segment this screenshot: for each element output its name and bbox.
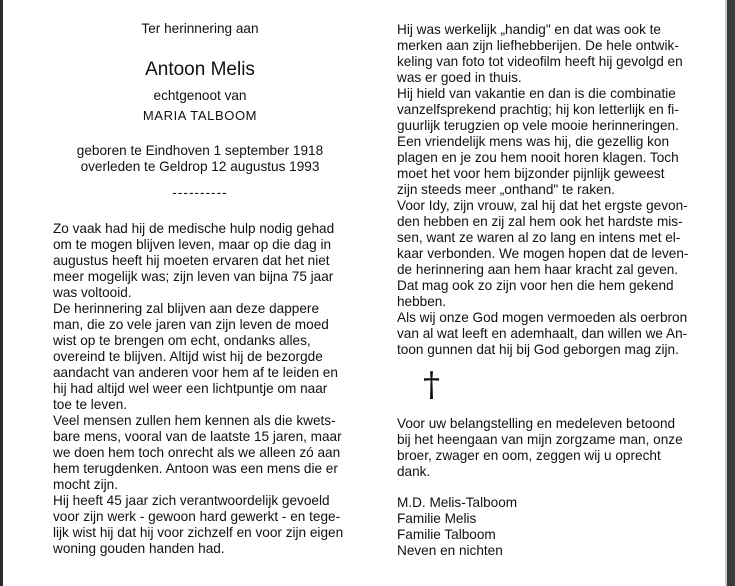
right-body-line: guurlijk terugzien op vele mooie herinneringen. (397, 118, 679, 133)
intro-text: Ter herinnering aan (141, 21, 259, 36)
signature-line: Familie Melis (397, 511, 477, 526)
right-body-line: hebben. (397, 294, 447, 309)
left-body-line: De herinnering zal blijven aan deze dappere (53, 301, 320, 316)
right-body-line: kaar verbonden. We mogen hopen dat de leven- (397, 246, 689, 261)
left-body-line: woning gouden handen had. (53, 541, 225, 556)
left-body-line: wist op te brengen om echt, ondanks alles, (53, 333, 311, 348)
left-body-line: hem terugdenken. Antoon was een mens die er (53, 461, 338, 476)
spouse-label: echtgenoot van (153, 88, 247, 103)
signature-line: Neven en nichten (397, 543, 503, 558)
left-body-line: Zo vaak had hij de medische hulp nodig gehad (53, 221, 335, 236)
right-body-line: Hij hield van vakantie en dan is die combinatie (397, 86, 676, 101)
death-line: overleden te Geldrop 12 augustus 1993 (80, 159, 320, 174)
scan-left-edge (0, 0, 3, 586)
right-body-line: plagen en je zou hem nooit horen klagen. Toch (397, 150, 679, 165)
left-body-line: lijk wist hij dat hij voor zichzelf en voor zijn eigen (53, 525, 344, 540)
left-body-line: bare mens, vooral van de laatste 15 jaren, maar (53, 429, 342, 444)
left-body-line: augustus heeft hij moeten ervaren dat het niet (53, 253, 330, 268)
right-body-line: merken aan zijn liefhebberijen. De hele ontwik- (397, 38, 679, 53)
deceased-name: Antoon Melis (145, 59, 255, 80)
left-body-line: was voltooid. (53, 285, 132, 300)
right-body-line: zijn steeds meer „onthand" te raken. (397, 182, 615, 197)
left-body-line: meer mogelijk was; zijn leven van bijna 75 jaar (53, 269, 334, 284)
thanks-line: Voor uw belangstelling en medeleven betoond (397, 416, 676, 431)
left-body-line: om te mogen blijven leven, maar op die dag in (53, 237, 332, 252)
signature-line: Familie Talboom (397, 527, 496, 542)
left-body-line: Veel mensen zullen hem kennen als die kwets- (53, 413, 336, 428)
right-body-line: de herinnering aan hem haar kracht zal geven. (397, 262, 679, 277)
left-body-line: toe te leven. (53, 397, 128, 412)
scan-right-edge (727, 0, 735, 586)
right-body-line: keling van foto tot videofilm heeft hij gevolgd en (397, 54, 683, 69)
left-body-line: voor zijn werk - gewoon hard gewerkt - en tege- (53, 509, 341, 524)
right-body-line: Voor Idy, zijn vrouw, zal hij dat het ergste gevon- (397, 198, 688, 213)
right-body-line: vanzelfsprekend prachtig; hij kon letterlijk en fi- (397, 102, 679, 117)
left-body-line: aandacht van anderen voor hem af te leiden en (53, 365, 338, 380)
birth-line: geboren te Eindhoven 1 september 1918 (76, 143, 324, 158)
right-body-line: den hebben en zij zal hem ook het hardste mis- (397, 214, 683, 229)
thanks-line: dank. (397, 464, 431, 479)
right-body-line: sen, want ze waren al zo lang en intens met el- (397, 230, 681, 245)
thanks-line: broer, zwager en oom, zeggen wij u oprecht (397, 448, 661, 463)
thanks-line: bij het heengaan van mijn zorgzame man, onze (397, 432, 683, 447)
left-body-line: hij had altijd wel weer een lichtpuntje om naar (53, 381, 328, 396)
right-body-line: Een vriendelijk mens was hij, die gezellig kon (397, 134, 670, 149)
left-body-line: man, die zo vele jaren van zijn leven de moed (53, 317, 329, 332)
left-body-line: mocht zijn. (53, 477, 118, 492)
right-body-line: Als wij onze God mogen vermoeden als oerbron (397, 310, 688, 325)
right-body-line: was er goed in thuis. (397, 70, 522, 85)
left-body-line: overeind te blijven. Altijd wist hij de bezorgde (53, 349, 323, 364)
right-body-line: Dat mag ook zo zijn voor hen die hem gekend (397, 278, 674, 293)
right-body-line: toon gunnen dat hij bij God geborgen mag zijn. (397, 342, 679, 357)
right-body-line: Hij was werkelijk „handig" en dat was ook te (397, 22, 661, 37)
divider-dashes: ---------- (172, 185, 228, 200)
spouse-name: MARIA TALBOOM (142, 108, 258, 123)
signature-line: M.D. Melis-Talboom (397, 495, 518, 510)
right-body-line: van al wat leeft en ademhaalt, dan willen we An- (397, 326, 688, 341)
cross-icon: † (423, 365, 440, 405)
right-body-line: moet het voor hem bijzonder pijnlijk geweest (397, 166, 665, 181)
left-body-line: we doen hem toch onrecht als we alleen zó aan (53, 445, 341, 460)
left-body-line: Hij heeft 45 jaar zich verantwoordelijk gevoeld (53, 493, 330, 508)
